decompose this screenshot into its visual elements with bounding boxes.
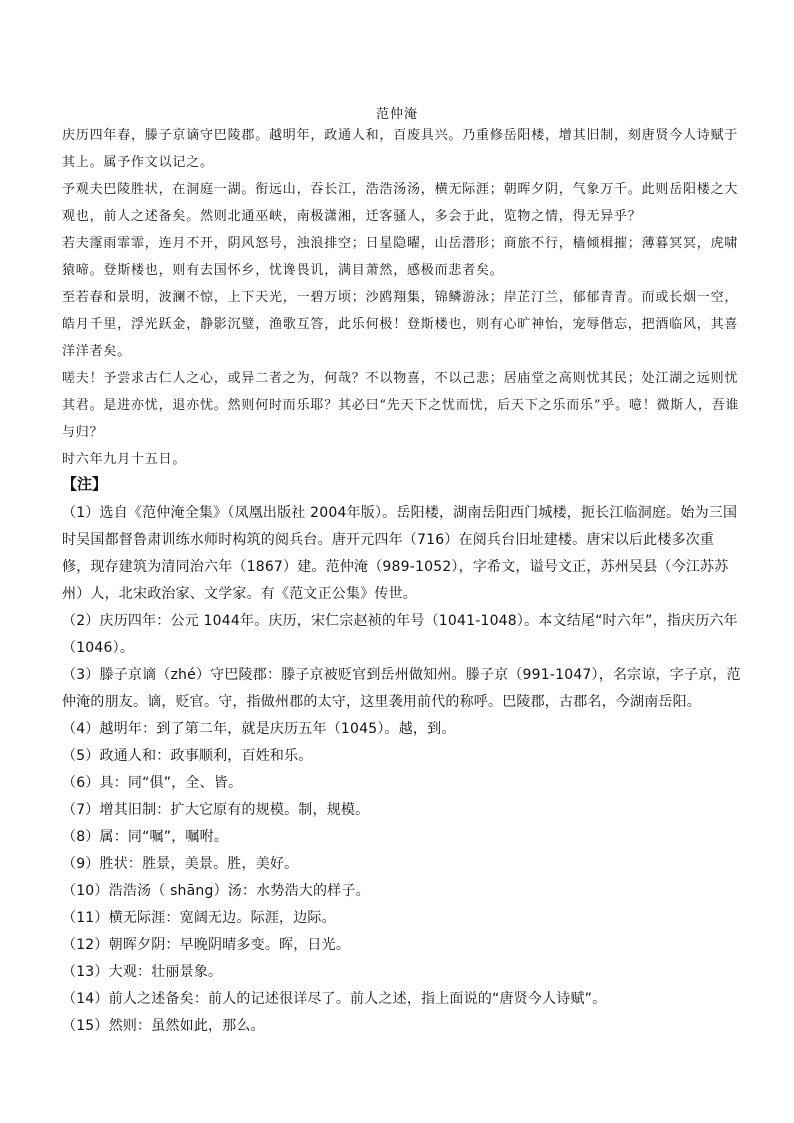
note-item: （5）政通人和：政事顺利，百姓和乐。: [62, 748, 313, 764]
note-item: （9）胜状：胜景，美景。胜，美好。: [62, 856, 299, 872]
note-item: （10）浩浩汤（ shāng）汤：水势浩大的样子。: [62, 883, 370, 899]
note-item: （13）大观：壮丽景象。: [62, 964, 223, 980]
note-item: （14）前人之述备矣：前人的记述很详尽了。前人之述，指上面说的“唐贤今人诗赋”。: [62, 991, 607, 1007]
note-item: （7）增其旧制：扩大它原有的规模。制，规模。: [62, 802, 370, 818]
note-item: （3）滕子京谪（zhé）守巴陵郡：滕子京被贬官到岳州做知州。滕子京（991-1047），名宗谅，字子京，范仲淹的朋友。谪，贬官。守，指做州郡的太守，这里袭用前代的称呼。巴陵郡，古郡名，今湖南岳阳。: [62, 667, 741, 710]
note-item: （11）横无际涯：宽阔无边。际涯，边际。: [62, 910, 336, 926]
notes-heading: 【注】: [62, 475, 108, 493]
essay-paragraph-1: 庆历四年春，滕子京谪守巴陵郡。越明年，政通人和，百废具兴。乃重修岳阳楼，增其旧制，刻唐贤今人诗赋于其上。属予作文以记之。: [62, 128, 739, 170]
note-item: （1）选自《范仲淹全集》（凤凰出版社 2004年版）。岳阳楼，湖南岳阳西门城楼，扼长江临洞庭。始为三国时吴国都督鲁肃训练水师时构筑的阅兵台。唐开元四年（716）在阅兵台旧址建楼。唐宋以后此楼多次重修，现存建筑为清同治六年（1867）建。范仲淹（989-1052），字希文，谥号文正，苏州吴县（今江苏苏州）人，北宋政治家、文学家。有《范文正公集》传世。: [62, 505, 738, 602]
essay-date-line: 时六年九月十五日。: [62, 452, 187, 467]
note-item: （6）具：同“俱”，全、皆。: [62, 775, 243, 791]
essay-paragraph-3: 若夫霪雨霏霏，连月不开，阴风怒号，浊浪排空；日星隐曜，山岳潜形；商旅不行，樯倾楫摧；薄暮冥冥，虎啸猿啼。登斯楼也，则有去国怀乡，忧谗畏讥，满目萧然，感极而悲者矣。: [62, 236, 739, 278]
notes-list: [62, 500, 742, 1040]
author-title: 范仲淹: [375, 107, 418, 122]
note-item: （4）越明年：到了第二年，就是庆历五年（1045）。越，到。: [62, 721, 456, 737]
note-item: （8）属：同“嘱”，嘱咐。: [62, 829, 229, 845]
essay-paragraph-2: 予观夫巴陵胜状，在洞庭一湖。衔远山，吞长江，浩浩汤汤，横无际涯；朝晖夕阴，气象万千。此则岳阳楼之大观也，前人之述备矣。然则北通巫峡，南极潇湘，迁客骚人，多会于此，览物之情，得无异乎？: [62, 182, 739, 224]
essay-body: [62, 122, 742, 473]
essay-paragraph-4: 至若春和景明，波澜不惊，上下天光，一碧万顷；沙鸥翔集，锦鳞游泳；岸芷汀兰，郁郁青青。而或长烟一空，皓月千里，浮光跃金，静影沉璧，渔歌互答，此乐何极！登斯楼也，则有心旷神怡，宠辱偕忘，把酒临风，其喜洋洋者矣。: [62, 290, 739, 359]
note-item: （12）朝晖夕阴：早晚阴晴多变。晖，日光。: [62, 937, 351, 953]
note-item: （15）然则：虽然如此，那么。: [62, 1018, 265, 1034]
note-item: （2）庆历四年：公元 1044年。庆历，宋仁宗赵祯的年号（1041-1048）。本文结尾“时六年”，指庆历六年（1046）。: [62, 613, 738, 656]
essay-paragraph-5: 嗟夫！予尝求古仁人之心，或异二者之为，何哉？不以物喜，不以己悲；居庙堂之高则忧其民；处江湖之远则忧其君。是进亦忧，退亦忧。然则何时而乐耶？其必曰“先天下之忧而忧，后天下之乐而乐”乎。噫！微斯人，吾谁与归？: [62, 371, 740, 440]
